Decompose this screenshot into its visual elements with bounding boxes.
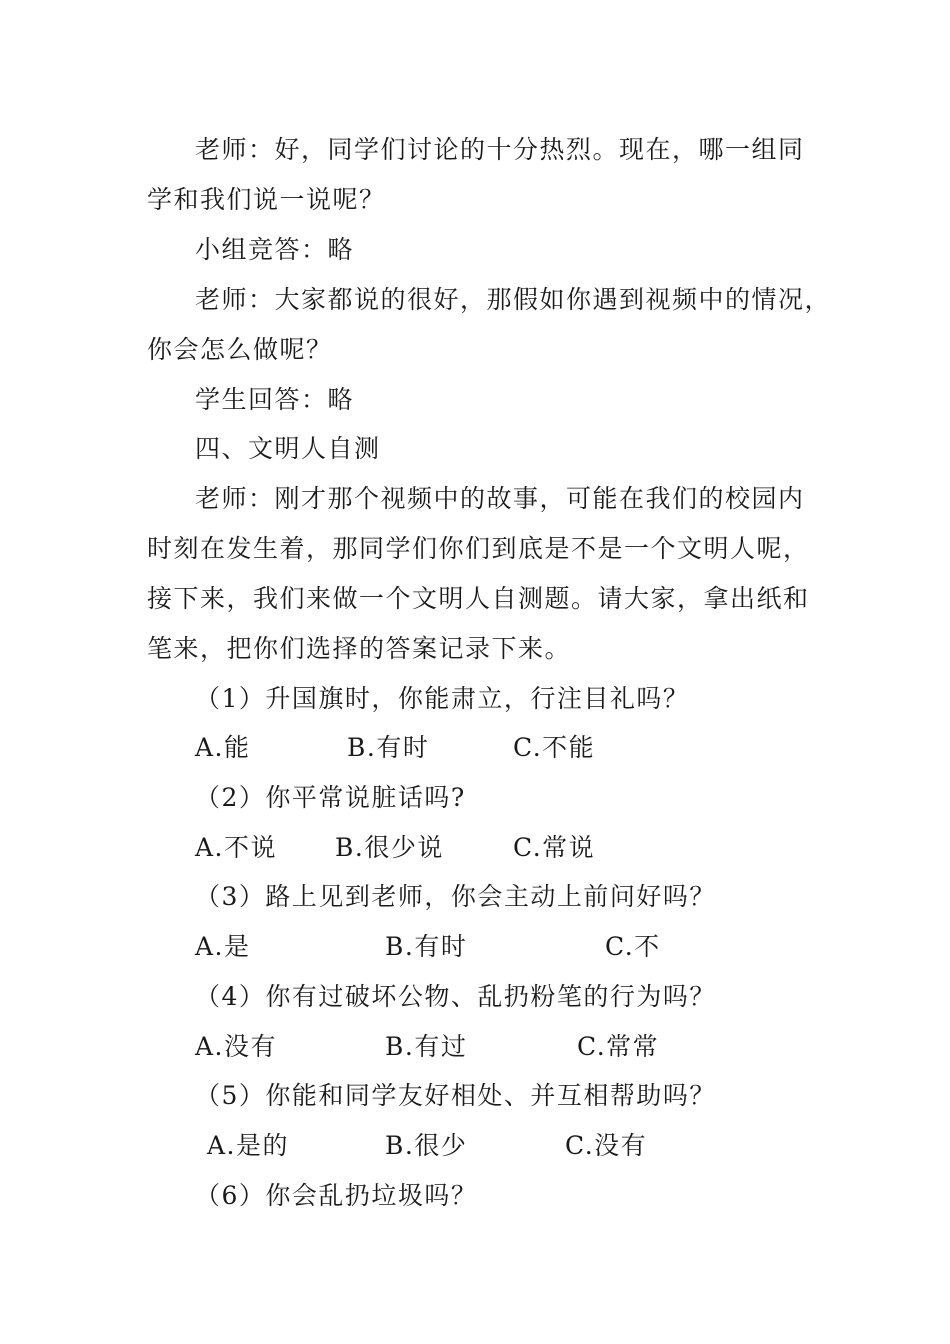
paragraph-line: 老师：好，同学们讨论的十分热烈。现在，哪一组同 — [195, 135, 805, 164]
answer-option: B.很少说 — [335, 833, 444, 862]
paragraph-line: 老师：大家都说的很好，那假如你遇到视频中的情况， — [195, 285, 832, 314]
answer-option: C.没有 — [565, 1131, 648, 1160]
answer-option: C.不 — [605, 932, 661, 961]
answer-option: C.不能 — [513, 733, 596, 762]
answer-option: B.有时 — [385, 932, 468, 961]
answer-option: A.是的 — [207, 1131, 290, 1160]
paragraph-line: 你会怎么做呢？ — [147, 335, 333, 364]
paragraph-line: 接下来，我们来做一个文明人自测题。请大家，拿出纸和 — [147, 584, 810, 613]
paragraph-line: 老师：刚才那个视频中的故事，可能在我们的校园内 — [195, 484, 805, 513]
question-text: （6）你会乱扔垃圾吗？ — [195, 1181, 478, 1210]
paragraph-line: 小组竞答：略 — [195, 235, 355, 264]
question-text: （3）路上见到老师，你会主动上前问好吗？ — [195, 882, 716, 911]
answer-option: B.很少 — [385, 1131, 468, 1160]
answer-option: C.常常 — [577, 1032, 660, 1061]
answer-option: B.有过 — [385, 1032, 468, 1061]
paragraph-line: 学和我们说一说呢？ — [147, 185, 386, 214]
question-text: （1）升国旗时，你能肃立，行注目礼吗？ — [195, 684, 690, 713]
answer-option: B.有时 — [347, 733, 430, 762]
question-text: （5）你能和同学友好相处、并互相帮助吗？ — [195, 1081, 716, 1110]
paragraph-line: 笔来，把你们选择的答案记录下来。 — [147, 634, 572, 663]
paragraph-line: 学生回答：略 — [195, 385, 355, 414]
answer-option: C.常说 — [513, 833, 596, 862]
answer-option: A.不说 — [195, 833, 278, 862]
question-text: （4）你有过破坏公物、乱扔粉笔的行为吗？ — [195, 982, 716, 1011]
answer-option: A.能 — [195, 733, 251, 762]
paragraph-line: 时刻在发生着，那同学们你们到底是不是一个文明人呢， — [147, 534, 810, 563]
section-heading: 四、文明人自测 — [195, 434, 381, 463]
question-text: （2）你平常说脏话吗? — [195, 783, 466, 812]
answer-option: A.是 — [195, 932, 251, 961]
answer-option: A.没有 — [195, 1032, 278, 1061]
